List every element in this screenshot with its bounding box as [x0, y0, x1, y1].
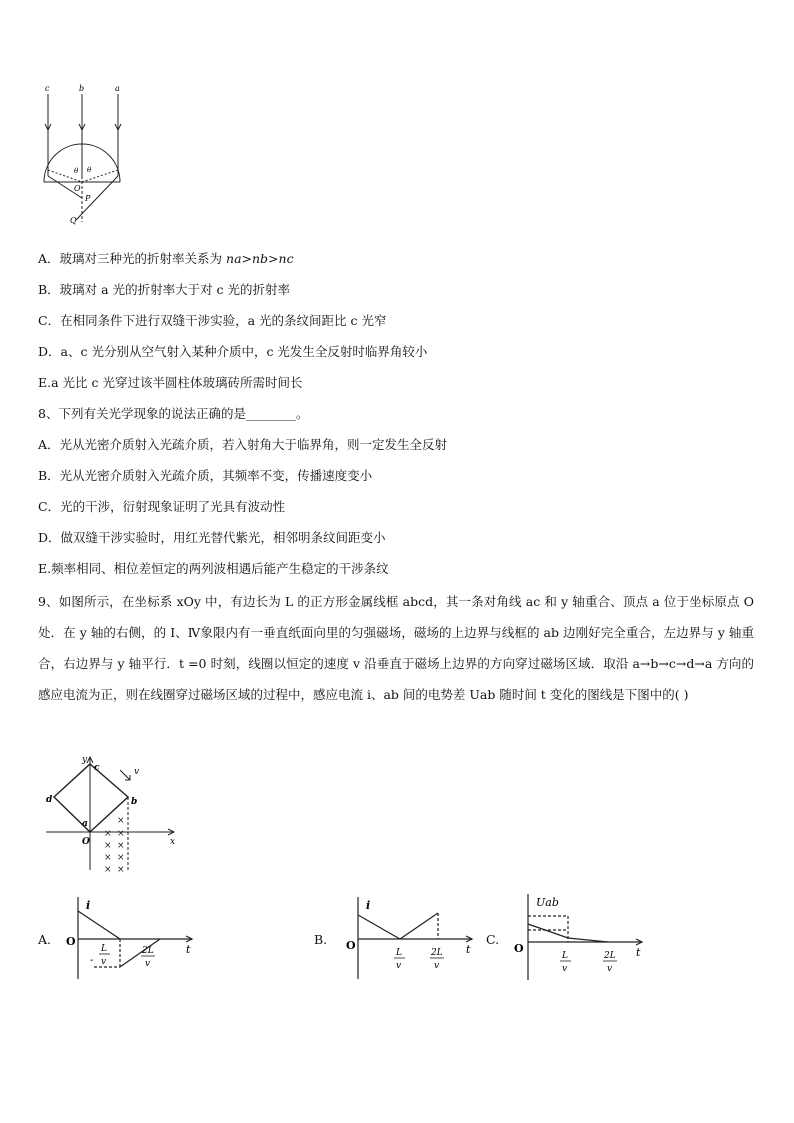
q7-option-c: C．在相同条件下进行双缝干涉实验，a 光的条纹间距比 c 光窄: [38, 313, 387, 328]
point-q-label: Q: [70, 216, 77, 225]
axis-x-label: x: [170, 837, 176, 847]
square-loop-figure: [42, 752, 182, 877]
graph-a-axis-t: t: [186, 943, 191, 956]
origin-o-label: O: [82, 837, 90, 847]
refraction-formula: na>nb>nc: [226, 251, 294, 266]
q7-option-b: B．玻璃对 a 光的折射率大于对 c 光的折射率: [38, 282, 291, 297]
q9-stem: 9、如图所示，在坐标系 xOy 中，有边长为 L 的正方形金属线框 abcd，其一条对角线 ac 和 y 轴重合、顶点 a 位于坐标原点 O 处．在 y 轴的右侧，的 I、Ⅳ象限内有一垂直纸面向里的匀强磁场，磁场的上边界与线框的 ab 边刚好完全重合，左边界与 y 轴重合，右边界与 y 轴平行．t =0 时刻，线圈以恒定的速度 v 沿垂直于磁场上边界的方向穿过磁场区域．取沿 a→b→c→d→a 方向的感应电流为正，则在线圈穿过磁场区域的过程中，感应电流 i、ab 间的电势差 Uab 随时间 t 变化的图线是下图中的( ): [38, 594, 754, 702]
svg-text:×: ×: [104, 853, 112, 863]
option-b-label: B.: [314, 932, 328, 947]
q8-option-b: B．光从光密介质射入光疏介质，其频率不变，传播速度变小: [38, 468, 373, 483]
q7-option-d: D．a、c 光分别从空气射入某种介质中，c 光发生全反射时临界角较小: [38, 344, 428, 359]
ray-a-label: a: [115, 84, 120, 93]
theta-left-label: θ: [74, 167, 79, 175]
q8-stem: 8、下列有关光学现象的说法正确的是________。: [38, 406, 309, 421]
graph-c: [510, 890, 650, 984]
corner-d-label: d: [46, 795, 53, 805]
graph-a-neg: -: [90, 955, 94, 966]
graph-c-axis-t: t: [636, 946, 641, 959]
semicircle-glass-figure: [36, 80, 136, 230]
magnetic-field-crosses: [104, 816, 125, 875]
corner-c-label: c: [94, 763, 100, 773]
corner-a-label: a: [82, 819, 88, 829]
graph-a-tick-L-den: v: [101, 957, 107, 967]
graph-c-origin: O: [514, 942, 524, 955]
q8-option-e: E.频率相同、相位差恒定的两列波相遇后能产生稳定的干涉条纹: [38, 561, 389, 576]
ray-b-label: b: [79, 84, 85, 93]
graph-c-tick-2L: 2L: [604, 951, 616, 961]
graph-b-tick-2L: 2L: [431, 948, 443, 958]
origin-label: O: [74, 184, 81, 193]
svg-text:×: ×: [117, 865, 125, 875]
svg-text:×: ×: [104, 865, 112, 875]
svg-text:×: ×: [117, 853, 125, 863]
q8-option-c: C．光的干涉，衍射现象证明了光具有波动性: [38, 499, 286, 514]
graph-a-tick-2L: 2L: [142, 946, 154, 956]
svg-text:×: ×: [117, 816, 125, 826]
graph-c-tick-L: L: [562, 951, 568, 961]
graph-b: [342, 893, 482, 983]
q7-option-a: [38, 251, 294, 267]
graph-b-tick-2L-den: v: [434, 961, 440, 971]
graph-b-axis-i: i: [366, 899, 371, 912]
svg-text:×: ×: [117, 829, 125, 839]
graph-a-origin: O: [66, 935, 76, 948]
axis-y-label: y: [82, 755, 88, 765]
graph-a-tick-L: L: [101, 944, 107, 954]
q8-option-d: D．做双缝干涉实验时，用红光替代紫光，相邻明条纹间距变小: [38, 530, 386, 545]
ray-c-label: c: [45, 84, 50, 93]
svg-text:×: ×: [104, 841, 112, 851]
velocity-label: v: [134, 767, 140, 777]
corner-b-label: b: [131, 797, 138, 807]
graph-a-axis-i: i: [86, 899, 91, 912]
point-p-label: P: [85, 194, 91, 203]
graph-b-axis-t: t: [466, 943, 471, 956]
graph-b-tick-L: L: [396, 948, 402, 958]
q8-option-a: A．光从光密介质射入光疏介质，若入射角大于临界角，则一定发生全反射: [38, 437, 448, 452]
q7-option-e: E.a 光比 c 光穿过该半圆柱体玻璃砖所需时间长: [38, 375, 303, 390]
svg-text:×: ×: [104, 829, 112, 839]
option-a-label: A.: [38, 932, 52, 947]
graph-b-origin: O: [346, 939, 356, 952]
theta-right-label: θ: [87, 166, 92, 174]
graph-b-tick-L-den: v: [396, 961, 402, 971]
graph-c-tick-L-den: v: [562, 964, 568, 974]
graph-c-tick-2L-den: v: [607, 964, 613, 974]
svg-text:×: ×: [117, 841, 125, 851]
graph-c-axis-uab: Uab: [536, 896, 559, 909]
q7-option-a-text: A．玻璃对三种光的折射率关系为: [38, 251, 227, 266]
graph-a: [62, 893, 202, 983]
graph-a-tick-2L-den: v: [145, 959, 151, 969]
option-c-label: C.: [486, 932, 500, 947]
